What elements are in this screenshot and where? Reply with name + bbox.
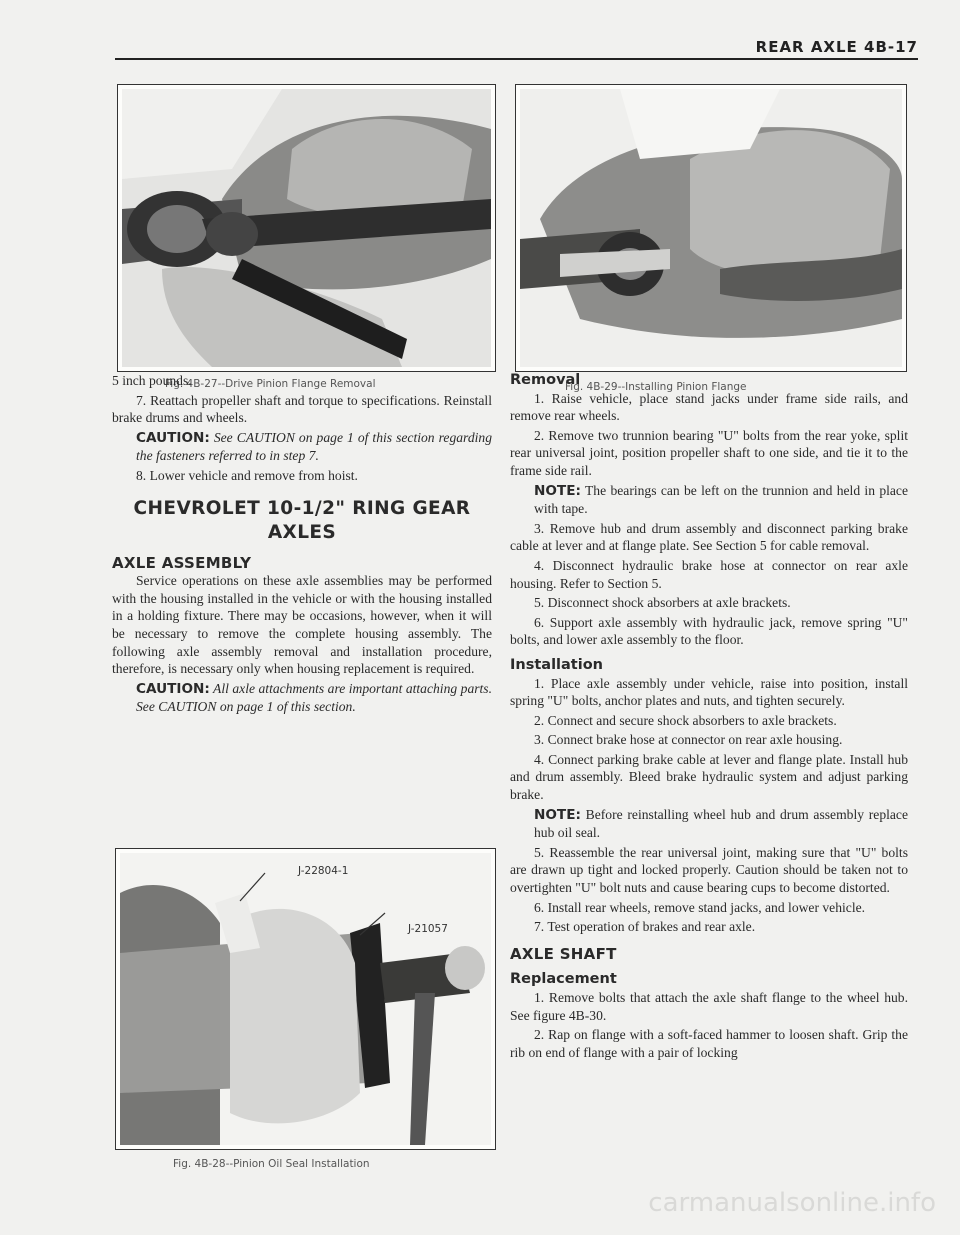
figure-4b-27-photo (122, 89, 491, 367)
installation-step-7: 7. Test operation of brakes and rear axle. (534, 919, 756, 935)
figure-4b-28-photo (120, 853, 491, 1145)
note-label: NOTE: (534, 806, 581, 823)
section-heading: CHEVROLET 10-1/2" RING GEAR AXLES (133, 497, 471, 543)
paragraph: Service operations on these axle assemblies may be performed with the housing installed in the vehicle or with the housing installed in a holding fixture. There may be occasions, however, when it will be necessary to remove the complete housing assembly. The following axle assembly removal and installation procedure, therefore, is necessary only when housing replacement is required. (112, 573, 492, 677)
tool-callout-j-22804-1: J-22804-1 (298, 865, 349, 877)
figure-4b-29-photo (520, 89, 902, 367)
removal-step-6: 6. Support axle assembly with hydraulic jack, remove spring "U" bolts, and lower axle assembly to the floor. (510, 614, 908, 648)
caution-1 (112, 429, 492, 465)
step-8: 8. Lower vehicle and remove from hoist. (136, 467, 358, 483)
axle-shaft-heading: AXLE SHAFT (510, 944, 617, 963)
note-text: Before reinstalling wheel hub and drum assembly replace hub oil seal. (534, 806, 908, 841)
step-7: 7. Reattach propeller shaft and torque to specifications. Reinstall brake drums and wheels. (112, 392, 492, 426)
caution-2 (112, 680, 492, 716)
left-column (112, 372, 492, 716)
note-2 (510, 806, 908, 842)
installation-heading: Installation (510, 656, 603, 673)
tool-callout-j-21057: J-21057 (408, 923, 448, 935)
replacement-step-2: 2. Rap on flange with a soft-faced hammer to loosen shaft. Grip the rib on end of flange with a pair of locking (510, 1027, 908, 1060)
pinion-oil-seal-installation-illustration (120, 853, 491, 1145)
installation-step-1: 1. Place axle assembly under vehicle, raise into position, install spring "U" bolts, anchor plates and nuts, and tighten securely. (510, 675, 908, 709)
figure-4b-27-caption: Fig. 4B-27--Drive Pinion Flange Removal (165, 378, 376, 390)
figure-4b-29 (515, 84, 907, 372)
right-column (510, 372, 908, 1061)
caution-text: All axle attachments are important attaching parts. See CAUTION on page 1 of this section. (136, 680, 492, 715)
figure-4b-28-caption: Fig. 4B-28--Pinion Oil Seal Installation (173, 1158, 370, 1170)
note-1 (510, 482, 908, 518)
figure-4b-28 (115, 848, 496, 1150)
axle-assembly-heading: AXLE ASSEMBLY (112, 553, 252, 572)
installation-step-2: 2. Connect and secure shock absorbers to axle brackets. (534, 712, 837, 728)
installation-step-5: 5. Reassemble the rear universal joint, making sure that "U" bolts are drawn up tight and locked properly. Caution should be taken not to overtighten "U" bolt nuts and cause bearing cups to become distorted. (510, 844, 908, 896)
removal-heading: Removal (510, 372, 581, 388)
caution-label: CAUTION: (136, 680, 210, 697)
installing-pinion-flange-illustration (520, 89, 902, 367)
installation-step-4: 4. Connect parking brake cable at lever and flange plate. Install hub and drum assembly. Bleed brake hydraulic system and adjust parking brake. (510, 751, 908, 803)
paragraph: 5 inch pounds. (112, 373, 192, 388)
note-label: NOTE: (534, 482, 581, 499)
removal-step-1: 1. Raise vehicle, place stand jacks under frame side rails, and remove rear wheels. (510, 390, 908, 424)
removal-step-5: 5. Disconnect shock absorbers at axle brackets. (534, 595, 791, 611)
installation-step-3: 3. Connect brake hose at connector on rear axle housing. (534, 732, 843, 748)
caution-text: See CAUTION on page 1 of this section regarding the fasteners referred to in step 7. (136, 429, 492, 464)
replacement-heading: Replacement (510, 971, 617, 988)
pinion-flange-removal-illustration (122, 89, 491, 367)
figure-4b-29-caption: Fig. 4B-29--Installing Pinion Flange (565, 381, 747, 393)
removal-step-2: 2. Remove two trunnion bearing "U" bolts from the rear yoke, split rear universal joint, position propeller shaft to one side, and tie it to the frame side rail. (510, 427, 908, 478)
watermark: carmanualsonline.info (648, 1188, 936, 1218)
replacement-step-1: 1. Remove bolts that attach the axle shaft flange to the wheel hub. See figure 4B-30. (510, 990, 908, 1023)
note-text: The bearings can be left on the trunnion and held in place with tape. (534, 482, 908, 517)
removal-step-4: 4. Disconnect hydraulic brake hose at connector on rear axle housing. Refer to Section 5. (510, 557, 908, 591)
header-rule (115, 58, 918, 60)
caution-label: CAUTION: (136, 429, 210, 446)
installation-step-6: 6. Install rear wheels, remove stand jacks, and lower vehicle. (534, 899, 866, 915)
figure-4b-27 (117, 84, 496, 372)
page-header: REAR AXLE 4B-17 (755, 38, 918, 56)
removal-step-3: 3. Remove hub and drum assembly and disconnect parking brake cable at lever and at flange plate. See Section 5 for cable removal. (510, 520, 908, 554)
